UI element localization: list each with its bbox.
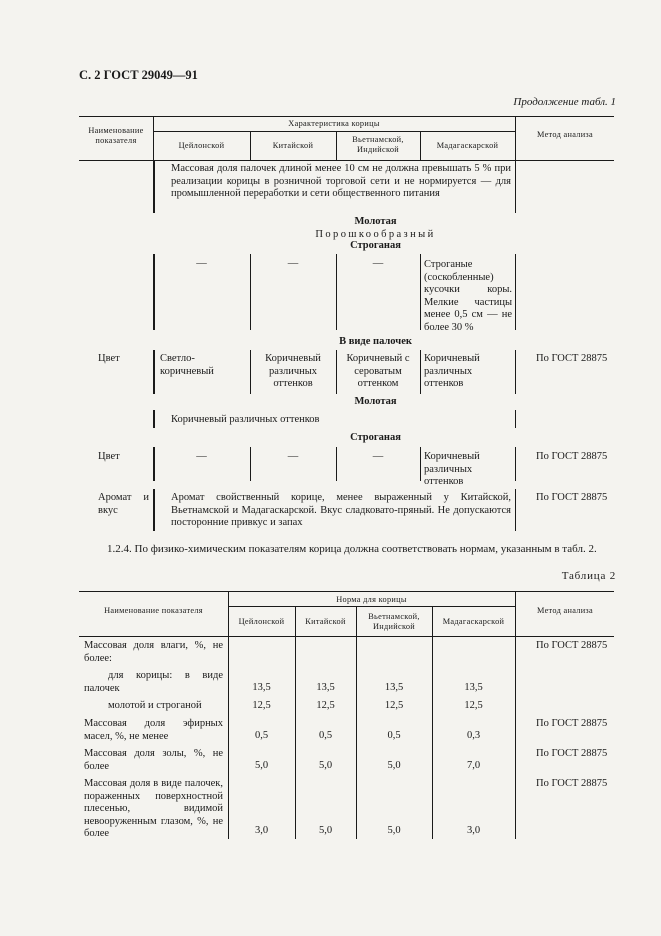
t1-header-ceylon: Цейлонской <box>178 141 225 150</box>
t2-mold-ceylon: 3,0 <box>254 825 269 836</box>
t2-header-madagascar: Мадагаскарской <box>442 617 505 626</box>
t1-color-chinese: Коричневый различных оттенков <box>265 353 321 390</box>
t1-powder-label: Порошкообразный <box>315 229 436 240</box>
t1-color-ceylon: Светло-коричневый <box>160 353 214 377</box>
t1-ground2-title: Молотая <box>354 396 397 407</box>
t1-aroma-method: По ГОСТ 28875 <box>536 492 608 503</box>
t2-ash-madagascar: 7,0 <box>466 760 481 771</box>
t2-ground-chinese: 12,5 <box>316 700 335 711</box>
t2-header-norm: Норма для корицы <box>336 595 407 604</box>
table-continuation-label: Продолжение табл. 1 <box>513 96 616 108</box>
t1-color-vietnam: Коричневый с сероватым оттенком <box>346 353 410 390</box>
t2-essential-madagascar: 0,3 <box>466 730 481 741</box>
t2-ash-ceylon: 5,0 <box>254 760 269 771</box>
t2-mold-madagascar: 3,0 <box>466 825 481 836</box>
t2-row-sticks: для корицы: в виде палочек <box>84 670 223 694</box>
t2-row-ash: Массовая доля золы, %, не более <box>84 748 223 772</box>
t1-planed-color-method: По ГОСТ 28875 <box>536 451 608 462</box>
t1-header-name: Наименование показателя <box>88 126 144 145</box>
t2-header-chinese: Китайской <box>305 617 346 626</box>
t2-essential-vietnam: 0,5 <box>387 730 401 741</box>
t1-color-method: По ГОСТ 28875 <box>536 353 608 364</box>
t1-planed-chinese: — <box>287 258 299 269</box>
t2-mold-chinese: 5,0 <box>318 825 333 836</box>
t2-essential-chinese: 0,5 <box>318 730 333 741</box>
t1-ground-color: Коричневый различных оттенков <box>171 414 320 425</box>
t2-header-name: Наименование показателя <box>104 606 203 615</box>
t2-ground-vietnam: 12,5 <box>384 700 404 711</box>
t1-color-madagascar: Коричневый различных оттенков <box>424 353 480 390</box>
t2-method-moisture: По ГОСТ 28875 <box>536 640 608 651</box>
t2-ground-madagascar: 12,5 <box>464 700 483 711</box>
t1-planed-color-chinese: — <box>287 451 299 462</box>
t2-essential-ceylon: 0,5 <box>254 730 269 741</box>
t2-row-moisture: Массовая доля влаги, %, не более: <box>84 640 223 664</box>
t2-row-essential: Массовая доля эфирных масел, %, не менее <box>84 718 223 742</box>
t1-planed2-title: Строганая <box>350 432 401 443</box>
t1-planed-color-vietnam: — <box>372 451 384 462</box>
t1-header-vietnam: Вьетнамской, Индийской <box>352 135 404 154</box>
t1-planed-vietnam: — <box>372 258 384 269</box>
table-2-title: Таблица 2 <box>561 570 616 582</box>
t2-method-essential: По ГОСТ 28875 <box>536 718 608 729</box>
t2-header-method: Метод анализа <box>537 606 593 615</box>
t2-sticks-vietnam: 13,5 <box>384 682 404 693</box>
t1-sticks-title: В виде палочек <box>339 336 412 347</box>
t2-row-mold: Массовая доля в виде палочек, пораженных поверхностной плесенью, видимой невооруженным глазом, %, не более <box>84 778 223 840</box>
t1-planed-madagascar: Строганые (соскобленные) кусочки коры. Мелкие частицы менее 0,5 см — не более 30 % <box>424 259 512 333</box>
t2-row-ground: молотой и строганой <box>108 700 202 711</box>
t1-header-madagascar: Мадагаскарской <box>436 141 499 150</box>
t1-mass-fraction-note: Массовая доля палочек длиной менее 10 см не должна превышать 5 % при реализации корицы в розничной торговой сети и не нормируется — для промышленной переработки и сети общественного питания <box>171 163 511 200</box>
t1-header-chinese: Китайской <box>272 141 314 150</box>
t2-header-vietnam: Вьетнамской, Индийской <box>368 612 420 631</box>
t1-color-label-2: Цвет <box>98 451 120 462</box>
t1-ground-title: Молотая <box>354 216 397 227</box>
t2-ground-ceylon: 12,5 <box>252 700 271 711</box>
t2-header-ceylon: Цейлонской <box>238 617 285 626</box>
page-header: С. 2 ГОСТ 29049—91 <box>79 68 198 82</box>
t1-planed-color-ceylon: — <box>196 451 207 462</box>
paragraph-1-2-4: 1.2.4. По физико-химическим показателям корица должна соответствовать нормам, указанным в табл. 2. <box>107 543 597 555</box>
t2-ash-vietnam: 5,0 <box>387 760 401 771</box>
t1-planed-color-madagascar: Коричневый различных оттенков <box>424 451 480 488</box>
t1-aroma-text: Аромат свойственный корице, менее выраженный у Китайской, Вьетнамской и Мадагаскарской. Вкус сладковато-пряный. Не допускаются посторонние привкус и запах <box>171 492 511 529</box>
t1-aroma-label: Аромат и вкус <box>98 492 149 516</box>
t2-mold-vietnam: 5,0 <box>387 825 401 836</box>
t2-sticks-chinese: 13,5 <box>316 682 335 693</box>
t1-planed-title: Строганая <box>350 240 401 251</box>
t1-planed-ceylon: — <box>196 258 207 269</box>
t1-color-label: Цвет <box>98 353 120 364</box>
t2-sticks-ceylon: 13,5 <box>252 682 271 693</box>
t2-method-mold: По ГОСТ 28875 <box>536 778 608 789</box>
t2-method-ash: По ГОСТ 28875 <box>536 748 608 759</box>
t1-header-method: Метод анализа <box>537 130 593 139</box>
t1-header-characteristic: Характеристика корицы <box>288 119 380 128</box>
t2-ash-chinese: 5,0 <box>318 760 333 771</box>
t2-sticks-madagascar: 13,5 <box>464 682 483 693</box>
